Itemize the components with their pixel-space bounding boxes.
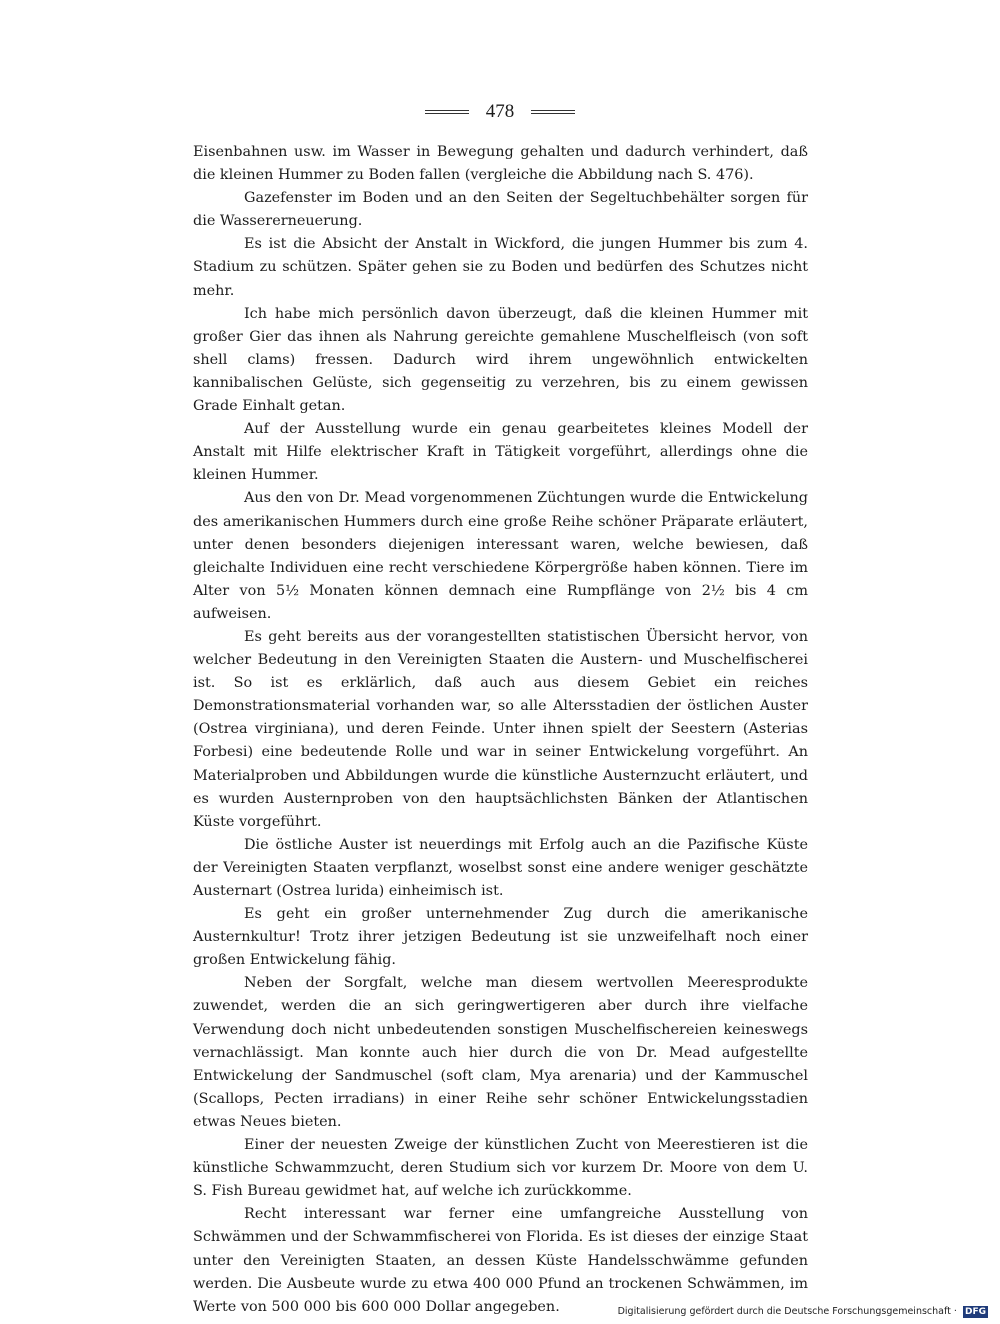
page-body: [193, 141, 808, 1319]
credit-separator: ·: [953, 1306, 957, 1317]
header-rule-right: [531, 110, 575, 114]
header-rule-left: [425, 110, 469, 114]
paragraph: Aus den von Dr. Mead vorgenommenen Züchtungen wurde die Entwickelung des amerikanischen Hummers durch eine große Reihe schöner Präparate erläutert, unter denen besonders diejenigen interessant waren, welche bewiesen, daß gleichalte Individuen eine recht verschiedene Körpergröße haben können. Tiere im Alter von 5½ Monaten können demnach eine Rumpflänge von 2½ bis 4 cm aufweisen.: [193, 490, 808, 622]
page-number: 478: [485, 100, 515, 122]
digitization-credit: [618, 1305, 988, 1319]
paragraph: Die östliche Auster ist neuerdings mit Erfolg auch an die Pazifische Küste der Vereinigten Staaten verpflanzt, woselbst sonst eine andere weniger geschätzte Austernart (Ostrea lurida) einheimisch ist.: [193, 836, 808, 899]
paragraph: Ich habe mich persönlich davon überzeugt, daß die kleinen Hummer mit großer Gier das ihnen als Nahrung gereichte gemahlene Muschelfleisch (von soft shell clams) fressen. Dadurch wird ihrem ungewöhnlich entwickelten kannibalischen Gelüste, sich gegenseitig zu verzehren, bis zu einem gewissen Grade Einhalt getan.: [193, 305, 808, 415]
dfg-logo: DFG: [964, 1306, 986, 1317]
paragraph: Auf der Ausstellung wurde ein genau gearbeitetes kleines Modell der Anstalt mit Hilfe elektrischer Kraft in Tätigkeit vorgeführt, allerdings ohne die kleinen Hummer.: [193, 421, 808, 484]
paragraph: Recht interessant war ferner eine umfangreiche Ausstellung von Schwämmen und der Schwammfischerei von Florida. Es ist dieses der einzige Staat unter den Vereinigten Staaten, an dessen Küste Handelsschwämme gefunden werden. Die Ausbeute wurde zu etwa 400 000 Pfund an trockenen Schwämmen, im Werte von 500 000 bis 600 000 Dollar angegeben.: [193, 1206, 808, 1315]
paragraph: Neben der Sorgfalt, welche man diesem wertvollen Meeresprodukte zuwendet, werden die an sich geringwertigeren aber durch ihre vielfache Verwendung doch nicht unbedeutenden sonstigen Muschelfischereien keineswegs vernachlässigt. Man konnte auch hier durch die von Dr. Mead aufgestellte Entwickelung der Sandmuschel (soft clam, Mya arenaria) und der Kammuschel (Scallops, Pecten irradians) in einer Reihe sehr schöner Entwickelungsstadien etwas Neues bieten.: [193, 975, 808, 1130]
paragraph: Es ist die Absicht der Anstalt in Wickford, die jungen Hummer bis zum 4. Stadium zu schützen. Später gehen sie zu Boden und bedürfen des Schutzes nicht mehr.: [193, 236, 808, 299]
credit-text: Digitalisierung gefördert durch die Deutsche Forschungsgemeinschaft: [617, 1306, 951, 1317]
paragraph: Eisenbahnen usw. im Wasser in Bewegung gehalten und dadurch verhindert, daß die kleinen Hummer zu Boden fallen (vergleiche die Abbildung nach S. 476).: [193, 144, 808, 184]
paragraph: Es geht bereits aus der vorangestellten statistischen Übersicht hervor, von welcher Bedeutung in den Vereinigten Staaten die Austern- und Muschelfischerei ist. So ist es erklärlich, daß auch aus diesem Gebiet ein reiches Demonstrationsmaterial vorhanden war, so alle Altersstadien der östlichen Auster (Ostrea virginiana), und deren Feinde. Unter ihnen spielt der Seestern (Asterias Forbesi) eine bedeutende Rolle und war in seiner Entwickelung vorgeführt. An Materialproben und Abbildungen wurde die künstliche Austernzucht erläutert, und es wurden Austernproben von den hauptsächlichsten Bänken der Atlantischen Küste vorgeführt.: [193, 628, 808, 830]
page-header: [0, 98, 1000, 125]
paragraph: Es geht ein großer unternehmender Zug durch die amerikanische Austernkultur! Trotz ihrer jetzigen Bedeutung ist sie unzweifelhaft noch einer großen Entwickelung fähig.: [193, 906, 808, 969]
paragraph: Einer der neuesten Zweige der künstlichen Zucht von Meerestieren ist die künstliche Schwammzucht, deren Studium sich vor kurzem Dr. Moore von dem U. S. Fish Bureau gewidmet hat, auf welche ich zurückkomme.: [193, 1137, 808, 1200]
paragraph: Gazefenster im Boden und an den Seiten der Segeltuchbehälter sorgen für die Wassererneuerung.: [193, 190, 808, 230]
